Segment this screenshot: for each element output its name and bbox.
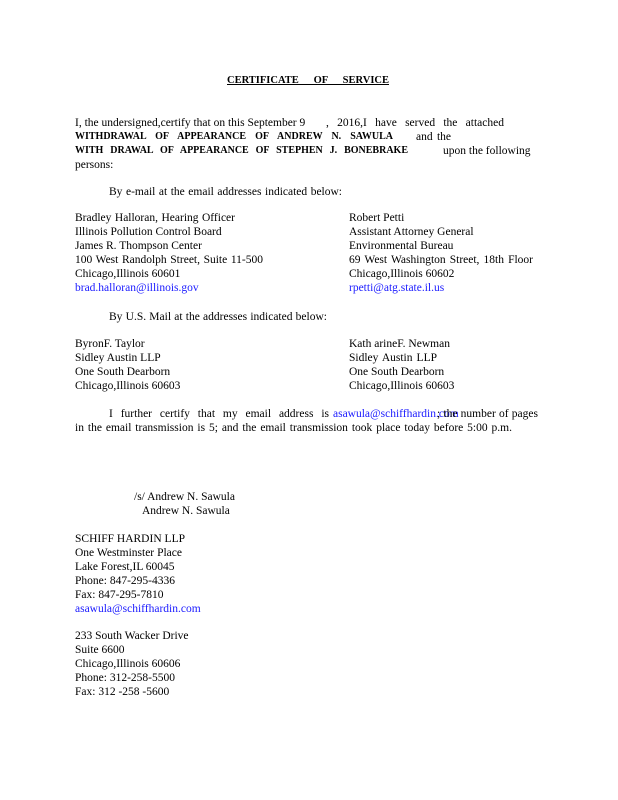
firm-block [75, 532, 275, 616]
recipient-line: Chicago,Illinois 60603 [349, 380, 455, 392]
recipient-email-link[interactable]: rpetti@atg.state.il.us [349, 282, 445, 294]
recipient-line: Chicago,Illinois 60601 [75, 268, 181, 280]
recipient-line: Robert Petti [349, 212, 405, 224]
signature-line: /s/ Andrew N. Sawula [134, 491, 235, 503]
recipient-line: 100 West Randolph Street, Suite 11-500 [75, 254, 263, 266]
recipient-line: James R. Thompson Center [75, 240, 202, 252]
mail-section-label: By U.S. Mail at the addresses indicated below: [109, 311, 327, 323]
certify-email-link[interactable]: asawula@schiffhardin.com [333, 408, 459, 420]
mail-recipient-2 [349, 337, 549, 393]
office-line: Suite 6600 [75, 644, 125, 656]
recipient-line: Kath arineF. Newman [349, 338, 450, 350]
office-line: Chicago,Illinois 60606 [75, 658, 181, 670]
recipient-line: Sidley Austin LLP [349, 352, 437, 364]
firm-line: Fax: 847-295-7810 [75, 589, 164, 601]
office-line: Phone: 312-258-5500 [75, 672, 175, 684]
recipient-line: One South Dearborn [349, 366, 445, 378]
certify-line-2: in the email transmission is 5; and the email transmission took place today before 5:00 p.m. [75, 422, 512, 434]
intro-line-1a: I, the undersigned,certify that on this September 9 [75, 117, 306, 129]
recipient-email-link[interactable]: brad.halloran@illinois.gov [75, 282, 199, 294]
mail-recipient-1 [75, 337, 275, 393]
recipient-line: ByronF. Taylor [75, 338, 145, 350]
office-line: Fax: 312 -258 -5600 [75, 686, 170, 698]
email-recipient-1 [75, 211, 295, 295]
certify-line-1b: ; the number of pages [437, 408, 538, 420]
recipient-line: Sidley Austin LLP [75, 352, 161, 364]
firm-line: Lake Forest,IL 60045 [75, 561, 175, 573]
certify-line-1a: I further certify that my email address is [109, 408, 329, 420]
recipient-line: Assistant Attorney General [349, 226, 474, 238]
recipient-line: Chicago,Illinois 60603 [75, 380, 181, 392]
intro-line-4: persons: [75, 159, 114, 171]
recipient-line: Environmental Bureau [349, 240, 454, 252]
office2-block [75, 629, 275, 699]
signature-name: Andrew N. Sawula [142, 505, 230, 517]
firm-email-link[interactable]: asawula@schiffhardin.com [75, 603, 201, 615]
recipient-line: One South Dearborn [75, 366, 171, 378]
intro-line-2b: and the [416, 131, 451, 143]
recipient-line: Bradley Halloran, Hearing Officer [75, 212, 235, 224]
intro-line-1b: , 2016,I have served the attached [326, 117, 504, 129]
office-line: 233 South Wacker Drive [75, 630, 189, 642]
page-title: CERTIFICATE OF SERVICE [227, 75, 389, 86]
recipient-line: Chicago,Illinois 60602 [349, 268, 455, 280]
firm-line: One Westminster Place [75, 547, 182, 559]
intro-line-2a: WITHDRAWAL OF APPEARANCE OF ANDREW N. SAWULA [75, 131, 393, 142]
intro-line-3b: upon the following [443, 145, 531, 157]
recipient-line: 69 West Washington Street, 18th Floor [349, 254, 533, 266]
email-section-label: By e-mail at the email addresses indicated below: [109, 186, 342, 198]
email-recipient-2 [349, 211, 549, 295]
recipient-line: Illinois Pollution Control Board [75, 226, 222, 238]
intro-line-3a: WITH DRAWAL OF APPEARANCE OF STEPHEN J. BONEBRAKE [75, 145, 408, 156]
firm-line: Phone: 847-295-4336 [75, 575, 175, 587]
firm-name: SCHIFF HARDIN LLP [75, 533, 185, 545]
